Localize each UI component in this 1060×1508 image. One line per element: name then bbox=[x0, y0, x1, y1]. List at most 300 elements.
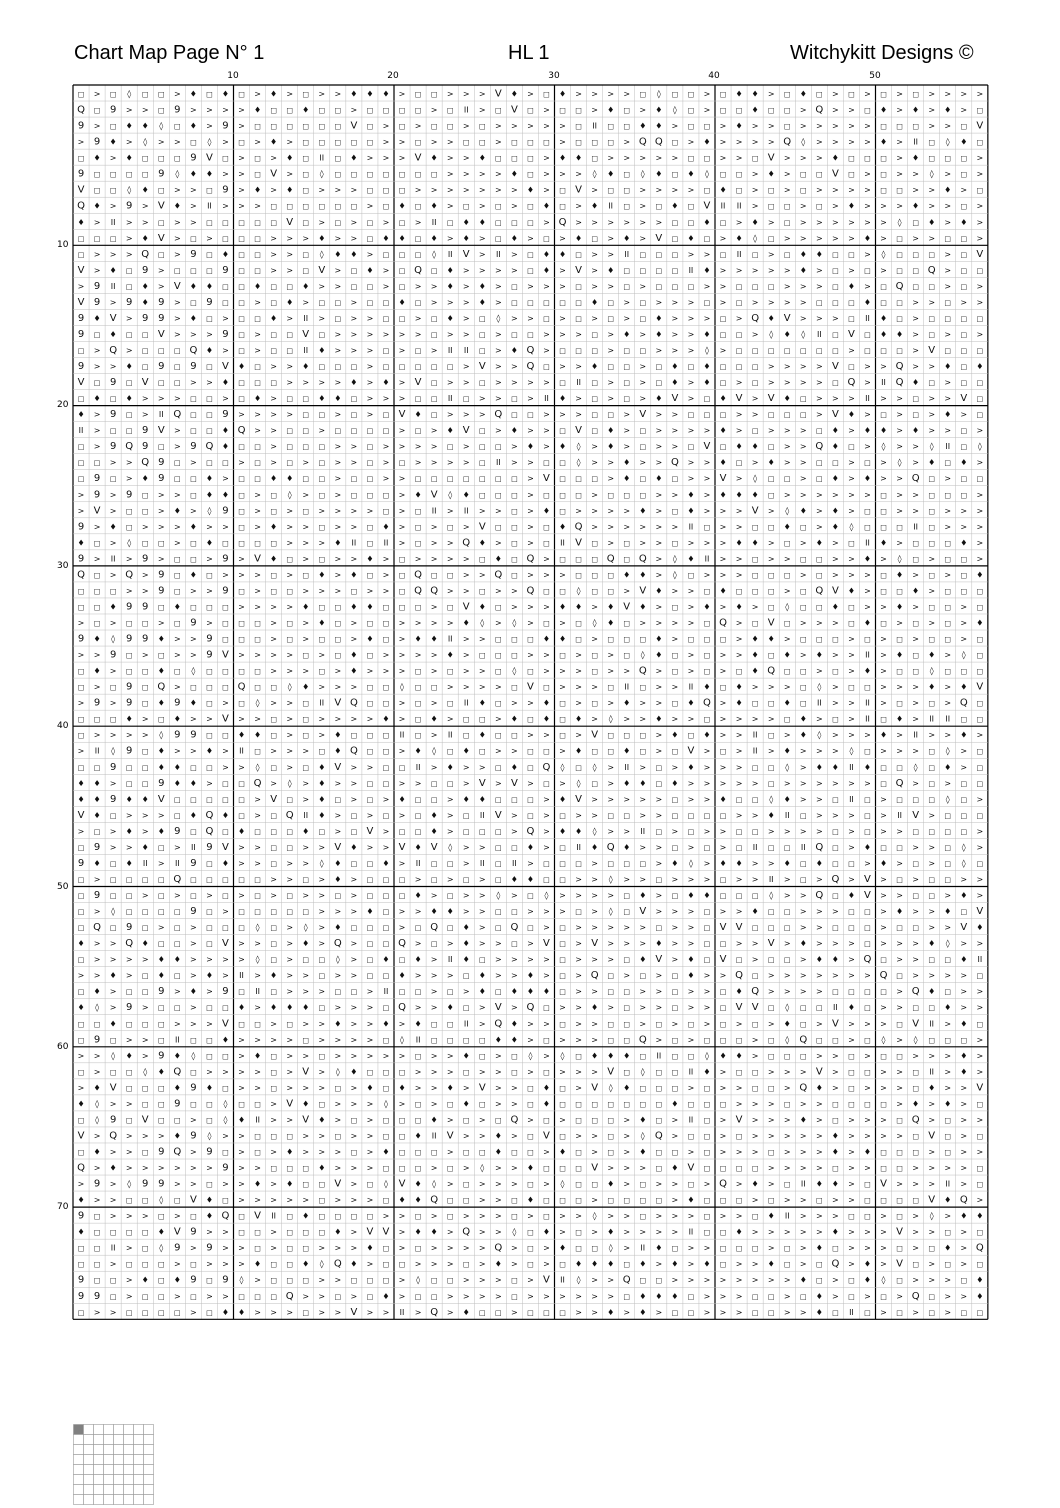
stitch-symbol: □ bbox=[735, 1132, 743, 1141]
stitch-symbol: ♦ bbox=[623, 474, 631, 484]
stitch-symbol: □ bbox=[495, 106, 502, 115]
stitch-symbol: > bbox=[302, 1147, 310, 1157]
stitch-symbol: > bbox=[848, 1115, 855, 1125]
stitch-symbol: > bbox=[543, 1179, 550, 1189]
stitch-symbol: > bbox=[109, 201, 117, 211]
stitch-symbol: V bbox=[77, 809, 85, 821]
stitch-symbol: > bbox=[687, 538, 695, 548]
stitch-symbol: □ bbox=[318, 972, 326, 981]
stitch-symbol: > bbox=[960, 1259, 968, 1269]
stitch-symbol: □ bbox=[543, 234, 550, 243]
stitch-symbol: > bbox=[639, 987, 647, 997]
stitch-symbol: □ bbox=[607, 363, 614, 372]
stitch-symbol: □ bbox=[735, 1196, 743, 1205]
stitch-symbol: ♦ bbox=[895, 570, 904, 580]
stitch-symbol: □ bbox=[880, 491, 887, 500]
stitch-symbol: > bbox=[77, 137, 85, 147]
stitch-symbol: > bbox=[462, 778, 470, 788]
stitch-symbol: □ bbox=[382, 1132, 390, 1141]
stitch-symbol: □ bbox=[222, 539, 229, 548]
stitch-symbol: > bbox=[735, 217, 743, 227]
stitch-symbol: □ bbox=[93, 603, 101, 612]
stitch-symbol: Q bbox=[847, 377, 856, 389]
stitch-symbol: Q bbox=[526, 585, 535, 597]
stitch-symbol: □ bbox=[93, 379, 101, 388]
stitch-symbol: □ bbox=[302, 186, 310, 195]
stitch-symbol: □ bbox=[735, 282, 743, 291]
stitch-symbol: > bbox=[912, 1243, 919, 1253]
stitch-symbol: ♦ bbox=[382, 714, 390, 724]
stitch-symbol: ♦ bbox=[879, 858, 888, 868]
stitch-symbol: □ bbox=[382, 1084, 390, 1093]
stitch-symbol: 9 bbox=[93, 136, 101, 148]
stitch-symbol: ◊ bbox=[95, 1003, 100, 1013]
stitch-symbol: > bbox=[511, 121, 518, 131]
stitch-symbol: □ bbox=[478, 555, 486, 564]
stitch-symbol: > bbox=[799, 201, 807, 211]
stitch-symbol: □ bbox=[703, 1036, 711, 1045]
stitch-symbol: > bbox=[430, 1067, 438, 1077]
stitch-symbol: > bbox=[751, 858, 759, 868]
stitch-symbol: > bbox=[783, 874, 791, 884]
stitch-symbol: > bbox=[543, 105, 550, 115]
stitch-symbol: □ bbox=[254, 154, 261, 163]
stitch-symbol: □ bbox=[719, 1020, 727, 1029]
stitch-symbol: ♦ bbox=[912, 426, 920, 436]
stitch-symbol: □ bbox=[575, 859, 582, 868]
stitch-symbol: Q bbox=[542, 761, 551, 773]
stitch-symbol: 9 bbox=[190, 906, 197, 918]
stitch-symbol: > bbox=[302, 891, 310, 901]
stitch-symbol: □ bbox=[687, 154, 695, 163]
stitch-symbol: □ bbox=[398, 1116, 406, 1125]
stitch-symbol: > bbox=[864, 1291, 871, 1301]
stitch-symbol: □ bbox=[767, 186, 775, 195]
stitch-symbol: ♦ bbox=[318, 1163, 326, 1173]
stitch-symbol: ♦ bbox=[446, 281, 454, 291]
stitch-symbol: □ bbox=[767, 587, 775, 596]
stitch-symbol: ♦ bbox=[671, 1291, 679, 1301]
stitch-symbol: □ bbox=[270, 106, 277, 115]
stitch-symbol: > bbox=[960, 762, 968, 772]
stitch-symbol: □ bbox=[430, 795, 438, 804]
stitch-symbol: > bbox=[350, 554, 358, 564]
stitch-symbol: > bbox=[494, 682, 502, 692]
stitch-symbol: > bbox=[527, 458, 534, 468]
stitch-symbol: Q bbox=[237, 681, 246, 693]
stitch-symbol: □ bbox=[655, 282, 663, 291]
stitch-symbol: > bbox=[864, 1083, 871, 1093]
stitch-symbol: > bbox=[462, 1291, 470, 1301]
stitch-symbol: □ bbox=[767, 1148, 775, 1157]
stitch-symbol: ♦ bbox=[478, 153, 486, 163]
stitch-symbol: > bbox=[286, 89, 294, 99]
stitch-symbol: ♦ bbox=[719, 185, 727, 195]
stitch-symbol: □ bbox=[960, 555, 968, 564]
stitch-symbol: □ bbox=[109, 683, 117, 692]
stitch-symbol: □ bbox=[302, 427, 310, 436]
stitch-symbol: > bbox=[815, 265, 823, 275]
stitch-symbol: ♦ bbox=[944, 762, 952, 772]
stitch-symbol: □ bbox=[751, 250, 759, 259]
stitch-symbol: > bbox=[799, 923, 807, 933]
stitch-symbol: > bbox=[93, 1163, 101, 1173]
stitch-symbol: > bbox=[366, 362, 374, 372]
stitch-symbol: Q bbox=[751, 986, 760, 998]
stitch-symbol: □ bbox=[206, 218, 213, 227]
stitch-symbol: □ bbox=[767, 763, 775, 772]
stitch-symbol: □ bbox=[719, 411, 727, 420]
stitch-symbol: ♦ bbox=[976, 923, 984, 933]
stitch-symbol: > bbox=[703, 1307, 711, 1317]
stitch-symbol: Q bbox=[670, 457, 679, 469]
stitch-symbol: □ bbox=[495, 795, 502, 804]
stitch-symbol: □ bbox=[254, 1100, 261, 1109]
stitch-symbol: □ bbox=[302, 1276, 310, 1285]
stitch-symbol: > bbox=[462, 297, 470, 307]
stitch-symbol: ◊ bbox=[592, 1211, 597, 1221]
stitch-symbol: > bbox=[350, 891, 358, 901]
stitch-symbol: > bbox=[848, 265, 855, 275]
stitch-symbol: □ bbox=[575, 106, 582, 115]
stitch-symbol: > bbox=[912, 329, 919, 339]
stitch-symbol: ♦ bbox=[414, 891, 422, 901]
stitch-symbol: > bbox=[286, 730, 294, 740]
stitch-symbol: > bbox=[238, 458, 245, 468]
stitch-symbol: 9 bbox=[174, 1098, 181, 1110]
stitch-symbol: □ bbox=[511, 635, 518, 644]
stitch-symbol: ♦ bbox=[302, 1099, 310, 1109]
stitch-symbol: > bbox=[318, 939, 326, 949]
stitch-symbol: > bbox=[478, 1003, 486, 1013]
stitch-symbol: □ bbox=[157, 539, 165, 548]
stitch-symbol: > bbox=[543, 281, 550, 291]
stitch-symbol: ◊ bbox=[961, 650, 966, 660]
stitch-symbol: □ bbox=[816, 170, 823, 179]
stitch-symbol: > bbox=[767, 1179, 775, 1189]
stitch-symbol: □ bbox=[976, 1308, 984, 1317]
stitch-symbol: > bbox=[494, 506, 502, 516]
stitch-symbol: > bbox=[767, 826, 775, 836]
stitch-symbol: > bbox=[655, 666, 663, 676]
stitch-symbol: 9 bbox=[77, 521, 85, 533]
minimap-cell bbox=[144, 1425, 154, 1435]
stitch-symbol: □ bbox=[270, 1084, 277, 1093]
stitch-symbol: □ bbox=[270, 1052, 277, 1061]
stitch-symbol: □ bbox=[960, 491, 968, 500]
stitch-symbol: ♦ bbox=[414, 1131, 422, 1141]
stitch-symbol: ♦ bbox=[639, 1307, 647, 1317]
stitch-symbol: > bbox=[430, 1003, 438, 1013]
stitch-symbol: > bbox=[848, 1195, 855, 1205]
stitch-symbol: Q bbox=[654, 136, 663, 148]
stitch-symbol: > bbox=[559, 666, 566, 676]
stitch-symbol: ♦ bbox=[478, 794, 486, 804]
stitch-symbol: □ bbox=[286, 908, 293, 917]
stitch-symbol: > bbox=[639, 522, 647, 532]
stitch-symbol: □ bbox=[109, 186, 117, 195]
stitch-symbol: II bbox=[720, 201, 726, 211]
stitch-symbol: ♦ bbox=[783, 1019, 791, 1029]
stitch-symbol: ♦ bbox=[607, 1051, 615, 1061]
stitch-symbol: > bbox=[591, 1307, 598, 1317]
stitch-symbol: □ bbox=[495, 699, 502, 708]
stitch-symbol: > bbox=[799, 826, 807, 836]
stitch-symbol: □ bbox=[478, 587, 486, 596]
stitch-symbol: > bbox=[77, 1083, 85, 1093]
stitch-symbol: □ bbox=[141, 1244, 149, 1253]
stitch-symbol: ♦ bbox=[366, 602, 374, 612]
stitch-symbol: V bbox=[848, 328, 855, 340]
stitch-symbol: Q bbox=[879, 970, 888, 982]
stitch-symbol: II bbox=[913, 730, 918, 740]
stitch-symbol: > bbox=[623, 297, 631, 307]
stitch-symbol: □ bbox=[93, 186, 101, 195]
stitch-symbol: 9 bbox=[222, 505, 229, 517]
stitch-symbol: □ bbox=[382, 507, 390, 516]
stitch-symbol: ♦ bbox=[221, 1035, 230, 1045]
stitch-symbol: > bbox=[799, 987, 807, 997]
stitch-symbol: > bbox=[382, 442, 390, 452]
stitch-symbol: > bbox=[125, 1291, 133, 1301]
stitch-symbol: > bbox=[960, 522, 968, 532]
stitch-symbol: > bbox=[848, 474, 855, 484]
stitch-symbol: > bbox=[414, 185, 422, 195]
stitch-symbol: > bbox=[960, 105, 968, 115]
stitch-symbol: > bbox=[751, 1051, 759, 1061]
stitch-symbol: □ bbox=[623, 379, 631, 388]
stitch-symbol: ♦ bbox=[655, 105, 663, 115]
stitch-symbol: □ bbox=[511, 298, 518, 307]
stitch-symbol: Q bbox=[141, 248, 150, 260]
stitch-symbol: > bbox=[350, 1083, 358, 1093]
stitch-symbol: □ bbox=[366, 940, 374, 949]
stitch-symbol: ♦ bbox=[253, 185, 262, 195]
stitch-symbol: > bbox=[848, 842, 855, 852]
stitch-symbol: ♦ bbox=[382, 522, 390, 532]
stitch-symbol: > bbox=[767, 538, 775, 548]
stitch-symbol: □ bbox=[125, 651, 133, 660]
stitch-symbol: > bbox=[494, 345, 502, 355]
stitch-symbol: > bbox=[430, 538, 438, 548]
stitch-symbol: II bbox=[752, 730, 758, 740]
stitch-symbol: > bbox=[446, 1051, 454, 1061]
stitch-symbol: > bbox=[398, 714, 406, 724]
stitch-symbol: > bbox=[494, 1067, 502, 1077]
stitch-symbol: □ bbox=[109, 170, 117, 179]
stitch-symbol: ◊ bbox=[929, 1211, 934, 1221]
stitch-symbol: > bbox=[735, 554, 743, 564]
stitch-symbol: □ bbox=[944, 988, 952, 997]
stitch-symbol: > bbox=[109, 987, 117, 997]
stitch-symbol: □ bbox=[960, 427, 968, 436]
stitch-symbol: □ bbox=[543, 875, 550, 884]
stitch-symbol: Q bbox=[606, 841, 615, 853]
stitch-symbol: □ bbox=[109, 1068, 117, 1077]
stitch-symbol: □ bbox=[559, 587, 566, 596]
stitch-symbol: □ bbox=[591, 651, 598, 660]
stitch-symbol: > bbox=[735, 570, 743, 580]
stitch-symbol: □ bbox=[350, 1116, 358, 1125]
stitch-symbol: > bbox=[478, 105, 486, 115]
stitch-symbol: □ bbox=[478, 1052, 486, 1061]
stitch-symbol: □ bbox=[543, 587, 550, 596]
stitch-symbol: > bbox=[109, 506, 117, 516]
stitch-symbol: > bbox=[527, 1067, 534, 1077]
stitch-symbol: □ bbox=[912, 1148, 919, 1157]
stitch-symbol: > bbox=[719, 1067, 727, 1077]
stitch-symbol: □ bbox=[302, 266, 310, 275]
stitch-symbol: □ bbox=[414, 539, 422, 548]
stitch-symbol: > bbox=[93, 1195, 101, 1205]
stitch-symbol: II bbox=[736, 201, 742, 211]
stitch-symbol: > bbox=[222, 1067, 229, 1077]
stitch-symbol: □ bbox=[511, 1148, 518, 1157]
stitch-symbol: ♦ bbox=[350, 570, 358, 580]
stitch-symbol: II bbox=[463, 345, 469, 355]
stitch-symbol: □ bbox=[286, 1132, 293, 1141]
stitch-symbol: ♦ bbox=[478, 730, 486, 740]
stitch-symbol: □ bbox=[141, 491, 149, 500]
stitch-symbol: 9 bbox=[190, 1082, 197, 1094]
stitch-symbol: ♦ bbox=[623, 698, 631, 708]
stitch-symbol: ◊ bbox=[608, 874, 613, 884]
stitch-symbol: > bbox=[832, 121, 839, 131]
stitch-symbol: > bbox=[751, 778, 759, 788]
stitch-symbol: > bbox=[767, 426, 775, 436]
minimap-cell bbox=[114, 1425, 124, 1435]
stitch-symbol: > bbox=[254, 858, 261, 868]
stitch-symbol: > bbox=[494, 1211, 502, 1221]
stitch-symbol: > bbox=[270, 410, 277, 420]
stitch-symbol: □ bbox=[575, 475, 582, 484]
stitch-symbol: □ bbox=[944, 1148, 952, 1157]
stitch-symbol: □ bbox=[735, 892, 743, 901]
stitch-symbol: > bbox=[478, 762, 486, 772]
stitch-symbol: □ bbox=[848, 298, 855, 307]
stitch-symbol: □ bbox=[671, 539, 679, 548]
stitch-symbol: ♦ bbox=[77, 538, 85, 548]
stitch-symbol: > bbox=[928, 121, 936, 131]
stitch-symbol: □ bbox=[254, 266, 261, 275]
stitch-symbol: > bbox=[751, 1035, 759, 1045]
stitch-symbol: ♦ bbox=[350, 153, 358, 163]
stitch-symbol: □ bbox=[527, 1308, 534, 1317]
stitch-symbol: V bbox=[334, 841, 342, 853]
stitch-symbol: □ bbox=[286, 106, 293, 115]
stitch-symbol: > bbox=[430, 955, 438, 965]
stitch-symbol: □ bbox=[783, 924, 791, 933]
row-number-70: 70 bbox=[57, 1202, 69, 1212]
stitch-symbol: > bbox=[751, 1131, 759, 1141]
stitch-symbol: □ bbox=[623, 266, 631, 275]
stitch-symbol: 9 bbox=[109, 761, 117, 773]
stitch-symbol: > bbox=[944, 169, 952, 179]
stitch-symbol: □ bbox=[286, 795, 293, 804]
stitch-symbol: ♦ bbox=[93, 153, 101, 163]
stitch-symbol: □ bbox=[174, 459, 181, 468]
stitch-symbol: □ bbox=[591, 1244, 598, 1253]
stitch-symbol: Q bbox=[719, 617, 727, 629]
stitch-symbol: □ bbox=[719, 1244, 727, 1253]
stitch-symbol: > bbox=[414, 907, 422, 917]
stitch-symbol: □ bbox=[238, 587, 245, 596]
stitch-symbol: > bbox=[462, 522, 470, 532]
stitch-symbol: 9 bbox=[222, 1162, 229, 1174]
stitch-symbol: > bbox=[848, 394, 855, 404]
stitch-symbol: > bbox=[366, 666, 374, 676]
stitch-symbol: > bbox=[462, 121, 470, 131]
stitch-symbol: □ bbox=[334, 106, 342, 115]
stitch-symbol: > bbox=[109, 1099, 117, 1109]
stitch-symbol: ♦ bbox=[719, 426, 727, 436]
stitch-symbol: > bbox=[286, 923, 294, 933]
stitch-symbol: □ bbox=[495, 443, 502, 452]
stitch-symbol: □ bbox=[655, 924, 663, 933]
minimap-cell bbox=[124, 1475, 134, 1485]
stitch-symbol: □ bbox=[559, 956, 566, 965]
stitch-symbol: > bbox=[430, 105, 438, 115]
stitch-symbol: ♦ bbox=[109, 137, 117, 147]
stitch-symbol: > bbox=[703, 490, 711, 500]
stitch-symbol: □ bbox=[430, 395, 438, 404]
stitch-symbol: ♦ bbox=[607, 618, 615, 628]
stitch-symbol: > bbox=[944, 730, 952, 740]
stitch-symbol: □ bbox=[478, 956, 486, 965]
stitch-symbol: 9 bbox=[125, 296, 133, 308]
stitch-symbol: V bbox=[109, 1082, 117, 1094]
stitch-symbol: □ bbox=[318, 443, 326, 452]
stitch-symbol: □ bbox=[912, 619, 919, 628]
stitch-symbol: □ bbox=[238, 282, 245, 291]
stitch-symbol: ♦ bbox=[831, 762, 839, 772]
stitch-symbol: □ bbox=[414, 1100, 422, 1109]
stitch-symbol: V bbox=[543, 1274, 550, 1286]
stitch-symbol: > bbox=[767, 89, 775, 99]
stitch-symbol: V bbox=[398, 841, 406, 853]
stitch-symbol: □ bbox=[495, 875, 502, 884]
stitch-symbol: > bbox=[190, 650, 197, 660]
stitch-symbol: 9 bbox=[222, 986, 229, 998]
stitch-symbol: II bbox=[94, 746, 100, 756]
stitch-symbol: ♦ bbox=[719, 458, 727, 468]
stitch-symbol: □ bbox=[655, 202, 663, 211]
stitch-symbol: ♦ bbox=[863, 1147, 872, 1157]
stitch-symbol: > bbox=[462, 1163, 470, 1173]
stitch-symbol: □ bbox=[382, 250, 390, 259]
stitch-symbol: □ bbox=[206, 186, 213, 195]
stitch-symbol: ◊ bbox=[769, 329, 774, 339]
stitch-symbol: ♦ bbox=[93, 313, 101, 323]
stitch-symbol: > bbox=[206, 987, 213, 997]
stitch-symbol: > bbox=[527, 1115, 534, 1125]
stitch-symbol: ♦ bbox=[334, 858, 342, 868]
stitch-symbol: > bbox=[735, 618, 743, 628]
stitch-symbol: □ bbox=[382, 875, 390, 884]
stitch-symbol: ♦ bbox=[510, 1035, 518, 1045]
stitch-symbol: > bbox=[190, 634, 197, 644]
stitch-symbol: ♦ bbox=[205, 746, 214, 756]
stitch-symbol: > bbox=[799, 1259, 807, 1269]
stitch-symbol: □ bbox=[141, 972, 149, 981]
stitch-symbol: ♦ bbox=[414, 1019, 422, 1029]
minimap-cell bbox=[104, 1435, 114, 1445]
stitch-symbol: > bbox=[960, 185, 968, 195]
stitch-symbol: > bbox=[671, 762, 679, 772]
stitch-symbol: ♦ bbox=[253, 730, 262, 740]
stitch-symbol: □ bbox=[575, 1116, 582, 1125]
stitch-symbol: □ bbox=[655, 266, 663, 275]
